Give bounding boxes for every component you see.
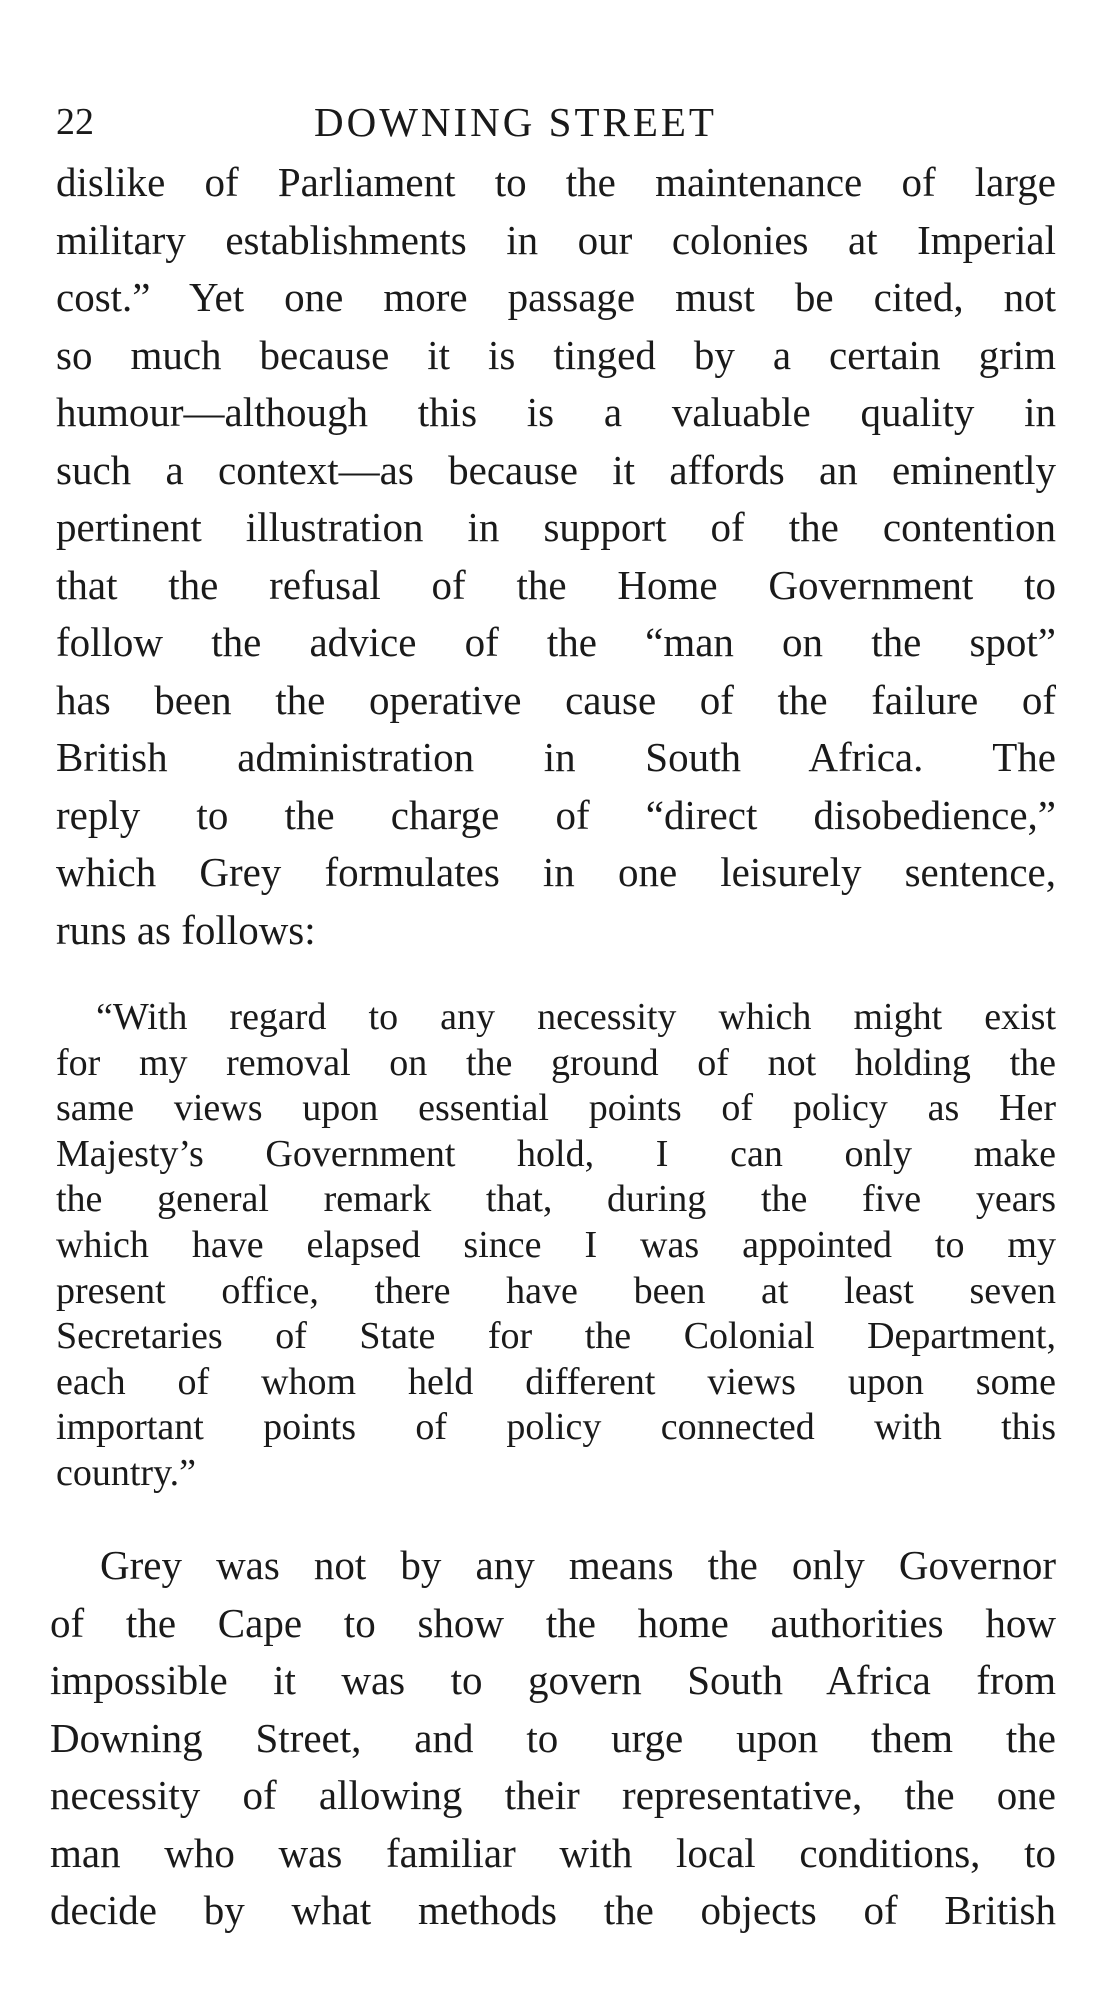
text-line: impossible it was to govern South Africa from xyxy=(50,1657,1056,1703)
paragraph-2 xyxy=(50,1537,1056,1940)
text-line: has been the operative cause of the failure of xyxy=(56,676,1056,723)
text-line: Downing Street, and to urge upon them the xyxy=(50,1714,1056,1761)
text-line: cost.” Yet one more passage must be cited, not xyxy=(56,274,1056,320)
quote-line: Secretaries of State for the Colonial Department, xyxy=(56,1315,1056,1358)
text-line: so much because it is tinged by a certain grim xyxy=(56,331,1056,378)
text-line: British administration in South Africa. The xyxy=(56,734,1056,780)
text-line: reply to the charge of “direct disobedience,” xyxy=(56,791,1056,838)
paragraph-1 xyxy=(56,154,1056,959)
quote-line: for my removal on the ground of not holding the xyxy=(56,1041,1056,1084)
text-line: runs as follows: xyxy=(56,906,316,953)
quote-line: same views upon essential points of policy as Her xyxy=(56,1087,1056,1130)
text-line: that the refusal of the Home Government to xyxy=(56,561,1056,608)
text-line: military establishments in our colonies at Imperial xyxy=(56,216,1056,263)
quote-line: each of whom held different views upon some xyxy=(56,1360,1056,1403)
quote-line: important points of policy connected with this xyxy=(56,1406,1056,1449)
text-line: pertinent illustration in support of the contention xyxy=(56,504,1056,550)
quote-line: country.” xyxy=(56,1451,196,1494)
running-title: DOWNING STREET xyxy=(314,99,717,145)
quote-line: which have elapsed since I was appointed to my xyxy=(56,1223,1056,1266)
text-line: such a context—as because it affords an eminently xyxy=(56,446,1056,493)
text-line: man who was familiar with local conditions, to xyxy=(50,1829,1056,1876)
text-line: humour—although this is a valuable quality in xyxy=(56,389,1056,435)
text-line: necessity of allowing their representative, the one xyxy=(50,1772,1056,1818)
text-line: decide by what methods the objects of British xyxy=(50,1887,1056,1933)
text-line: dislike of Parliament to the maintenance of large xyxy=(56,159,1056,205)
quote-line: the general remark that, during the five years xyxy=(56,1178,1056,1221)
quote-line: present office, there have been at least seven xyxy=(56,1269,1056,1312)
quote-line: Majesty’s Government hold, I can only make xyxy=(56,1132,1056,1175)
text-line: Grey was not by any means the only Governor xyxy=(100,1542,1056,1588)
text-line: of the Cape to show the home authorities how xyxy=(50,1599,1056,1646)
running-head xyxy=(56,96,1056,148)
page-number: 22 xyxy=(56,101,94,143)
block-quotation xyxy=(56,995,1056,1497)
text-line: follow the advice of the “man on the spot” xyxy=(56,619,1056,665)
text-line: which Grey formulates in one leisurely sentence, xyxy=(56,849,1056,895)
quote-line: “With regard to any necessity which might exist xyxy=(96,996,1056,1038)
